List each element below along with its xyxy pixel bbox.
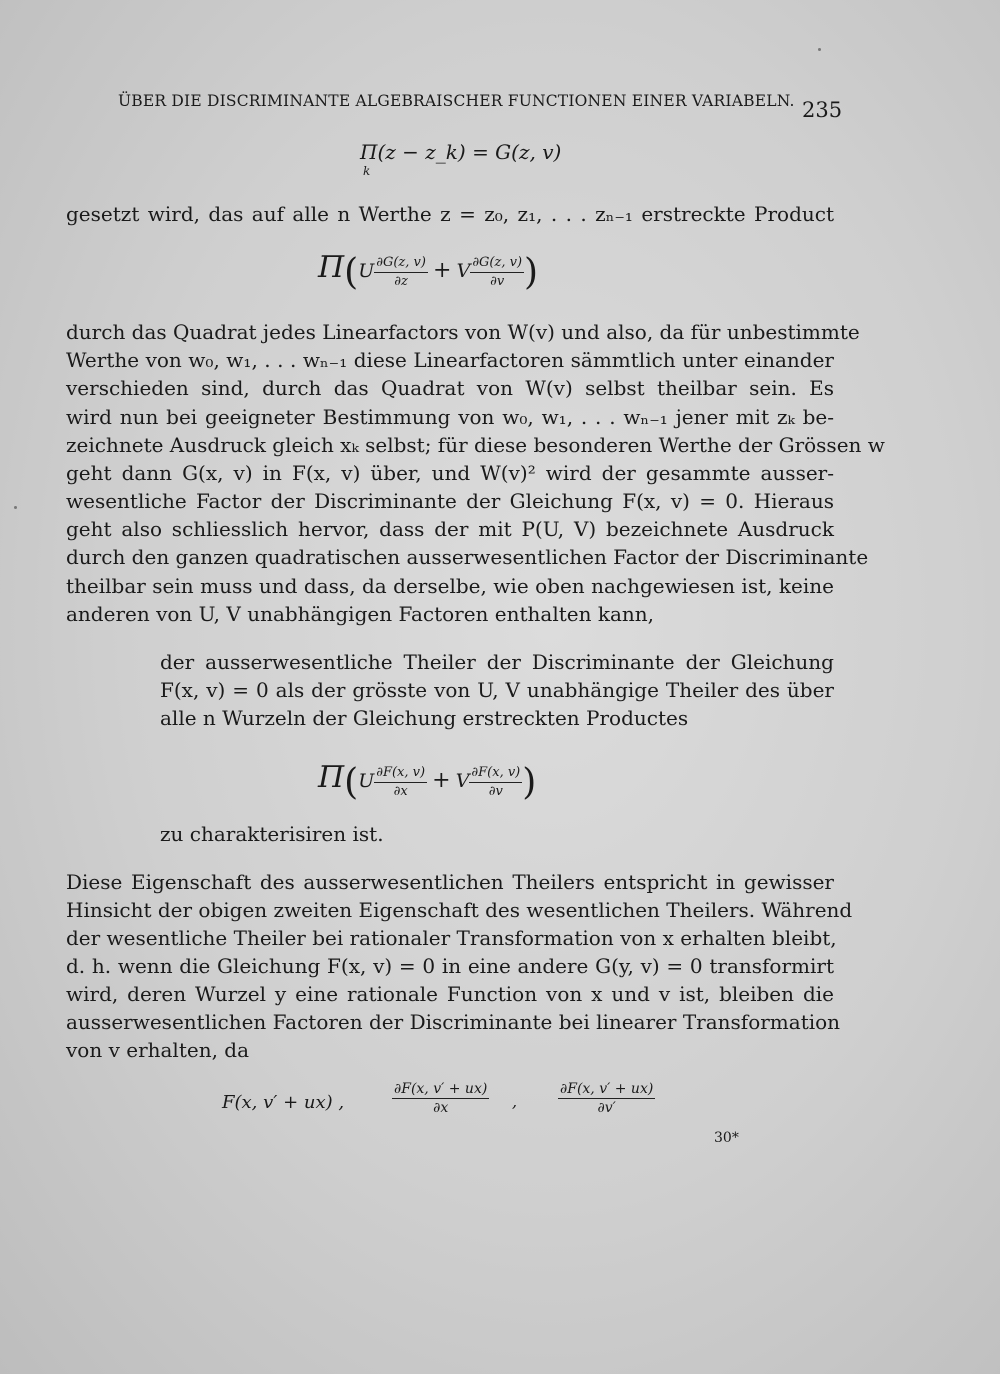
text-line: d. h. wenn die Gleichung F(x, v) = 0 in eine andere G(y, v) = 0 transformirt (66, 954, 834, 978)
running-title: ÜBER DIE DISCRIMINANTE ALGEBRAISCHER FUNCTIONEN EINER VARIABELN. (118, 92, 795, 110)
text-line: alle n Wurzeln der Gleichung erstreckten Productes (160, 706, 689, 730)
text-line: der ausserwesentliche Theiler der Discriminante der Gleichung (160, 650, 834, 674)
paper-speck (818, 48, 821, 51)
text-line: ausserwesentlichen Factoren der Discriminante bei linearer Transformation (66, 1010, 841, 1034)
text-line: anderen von U, V unabhängigen Factoren enthalten kann, (66, 602, 655, 626)
formula-derivative-x (392, 1080, 489, 1117)
fraction: $\frac{\partial F(x, v' + ux)}{\partial x}$ (394, 1081, 488, 1116)
formula-product-derivatives-f: Π(U $\frac{\partial F(x, v)}{\partial x}$ + V $\frac{\partial F(x, v)}{\partial v}$ ) (318, 760, 537, 803)
fraction: $\frac{\partial G(z, v)}{\partial v}$ (472, 255, 523, 289)
formula-product-index: k (363, 164, 371, 178)
plus-sign: + (432, 768, 451, 793)
var-v: V (456, 260, 471, 282)
text-line: von v erhalten, da (66, 1038, 250, 1062)
formula-product-derivatives-g: Π(U $\frac{\partial G(z, v)}{\partial z}$ + V $\frac{\partial G(z, v)}{\partial v}$ ) (318, 250, 539, 293)
fraction: $\frac{\partial F(x, v)}{\partial x}$ (376, 765, 426, 799)
text-line: geht also schliesslich hervor, dass der mit P(U, V) bezeichnete Ausdruck (66, 517, 834, 541)
comma: , (512, 1092, 518, 1111)
formula-transformed-f: F(x, v′ + ux) , (222, 1092, 345, 1113)
page-number: 235 (802, 98, 843, 122)
formula-product-g: Π(z − z_k) = G(z, v) (360, 140, 562, 164)
text-line: F(x, v) = 0 als der grösste von U, V unabhängige Theiler des über (160, 678, 834, 702)
fraction: $\frac{\partial F(x, v)}{\partial v}$ (471, 765, 521, 799)
text-line: Werthe von w₀, w₁, . . . wₙ₋₁ diese Linearfactoren sämmtlich unter einander (66, 348, 834, 372)
text-line: wird, deren Wurzel y eine rationale Function von x und v ist, bleiben die (66, 982, 834, 1006)
text-line: wird nun bei geeigneter Bestimmung von w₀, w₁, . . . wₙ₋₁ jener mit zₖ be- (66, 405, 834, 429)
signature-mark: 30* (714, 1130, 739, 1146)
plus-sign: + (433, 258, 452, 283)
text-line: Diese Eigenschaft des ausserwesentlichen Theilers entspricht in gewisser (66, 870, 834, 894)
text-line: verschieden sind, durch das Quadrat von W(v) selbst theilbar sein. Es (66, 376, 834, 400)
text-line: theilbar sein muss und dass, da derselbe, wie oben nachgewiesen ist, keine (66, 574, 834, 598)
var-v: V (455, 770, 470, 792)
product-symbol: Π (318, 760, 345, 795)
fraction: $\frac{\partial G(z, v)}{\partial z}$ (376, 255, 426, 289)
text-line: geht dann G(x, v) in F(x, v) über, und W(v)² wird der gesammte ausser- (66, 461, 834, 485)
text-line: zu charakterisiren ist. (160, 822, 384, 846)
text-line: Hinsicht der obigen zweiten Eigenschaft des wesentlichen Theilers. Während (66, 898, 853, 922)
product-symbol: Π (318, 250, 345, 285)
fraction: $\frac{\partial F(x, v' + ux)}{\partial v'}$ (560, 1081, 654, 1116)
text-line: zeichnete Ausdruck gleich xₖ selbst; für diese besonderen Werthe der Grössen w (66, 433, 885, 457)
var-u: U (358, 260, 375, 282)
text-line: gesetzt wird, das auf alle n Werthe z = z₀, z₁, . . . zₙ₋₁ erstreckte Product (66, 202, 834, 226)
text-line: durch das Quadrat jedes Linearfactors von W(v) und also, da für unbestimmte (66, 320, 860, 344)
text-line: der wesentliche Theiler bei rationaler Transformation von x erhalten bleibt, (66, 926, 837, 950)
var-u: U (358, 770, 375, 792)
paper-speck (14, 506, 17, 509)
text-line: wesentliche Factor der Discriminante der Gleichung F(x, v) = 0. Hieraus (66, 489, 834, 513)
formula-derivative-v (558, 1080, 655, 1117)
text-line: durch den ganzen quadratischen ausserwesentlichen Factor der Discriminante (66, 545, 869, 569)
